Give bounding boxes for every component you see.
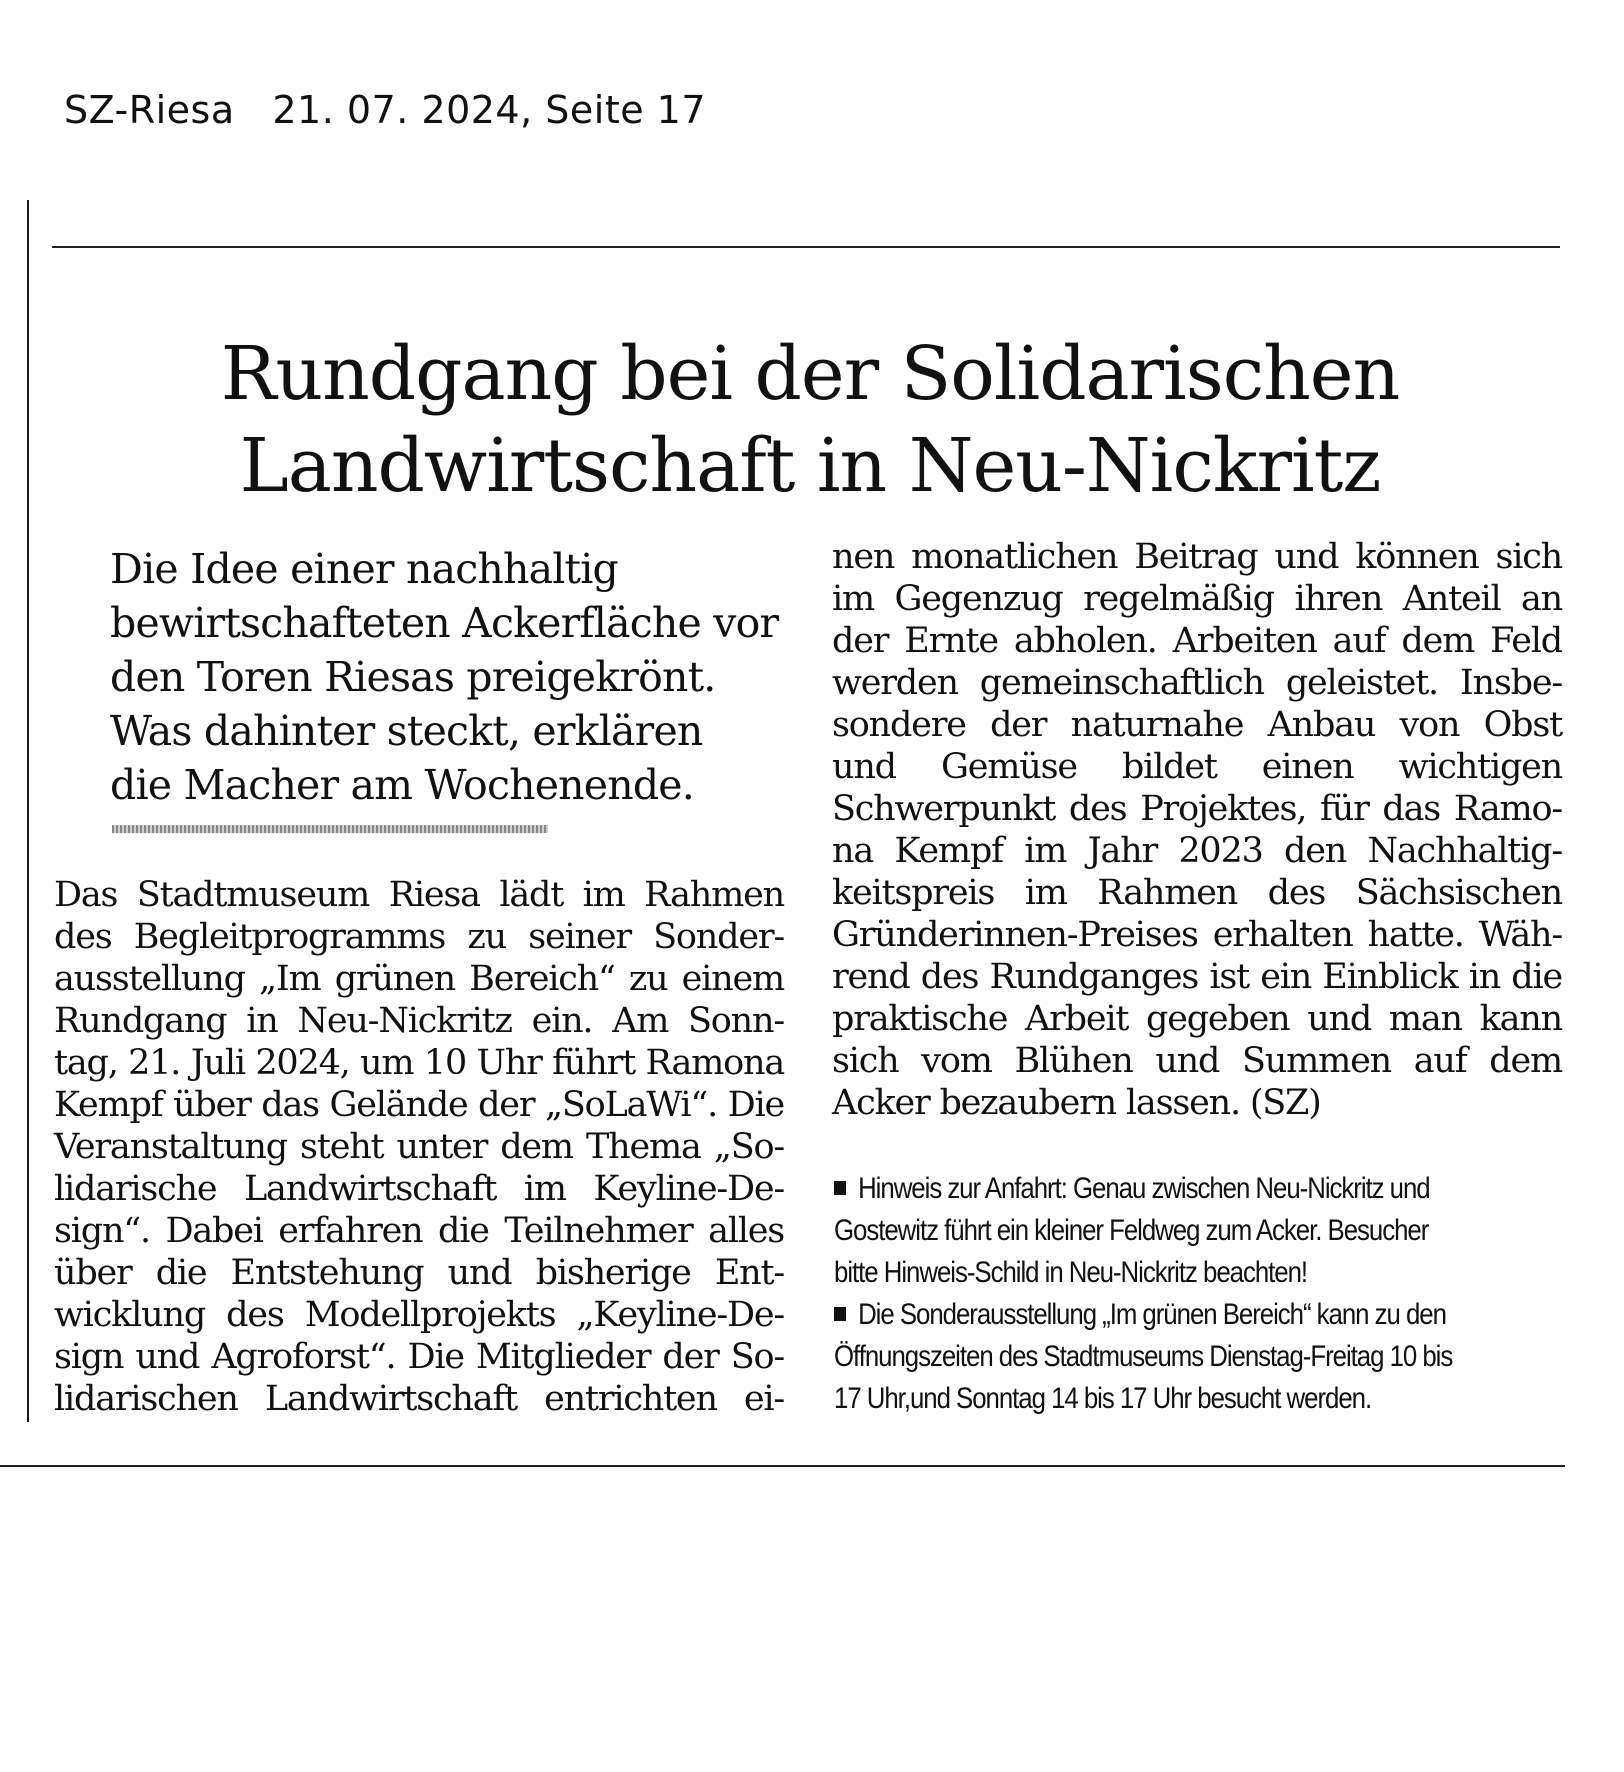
body-line: werden gemeinschaftlich geleistet. Insbe- bbox=[832, 663, 1562, 703]
body-line: Gründerinnen-Preises erhalten hatte. Wäh- bbox=[832, 915, 1562, 955]
body-column-right bbox=[832, 536, 1562, 1124]
body-column-left bbox=[54, 874, 784, 1420]
note-text: Hinweis zur Anfahrt: Genau zwischen Neu-Nickritz und bbox=[858, 1172, 1430, 1205]
publication-name: SZ-Riesa bbox=[64, 88, 235, 132]
teaser-line: den Toren Riesas preigekrönt. bbox=[110, 653, 716, 701]
body-line: über die Entstehung und bisherige Ent- bbox=[54, 1253, 784, 1293]
headline bbox=[120, 328, 1500, 512]
body-line: und Gemüse bildet einen wichtigen bbox=[832, 747, 1562, 787]
info-notes bbox=[834, 1168, 1462, 1420]
body-line: der Ernte abholen. Arbeiten auf dem Feld bbox=[832, 621, 1562, 661]
teaser-line: die Macher am Wochenende. bbox=[110, 761, 694, 809]
bullet-square-icon bbox=[834, 1181, 846, 1195]
teaser-line: bewirtschafteten Ackerfläche vor bbox=[110, 599, 779, 647]
body-line: sondere der naturnahe Anbau von Obst bbox=[832, 705, 1562, 745]
top-rule bbox=[52, 246, 1560, 248]
body-line: sich vom Blühen und Summen auf dem bbox=[832, 1041, 1562, 1081]
source-line bbox=[64, 88, 706, 132]
body-line: im Gegenzug regelmäßig ihren Anteil an bbox=[832, 579, 1562, 619]
body-line: sign“. Dabei erfahren die Teilnehmer alles bbox=[54, 1211, 784, 1251]
teaser bbox=[110, 542, 800, 812]
body-line: Kempf über das Gelände der „SoLaWi“. Die bbox=[54, 1085, 784, 1125]
note-line: 17 Uhr,und Sonntag 14 bis 17 Uhr besucht werden. bbox=[834, 1382, 1372, 1415]
headline-line: Landwirtschaft in Neu-Nickritz bbox=[239, 423, 1381, 509]
body-line: Veranstaltung steht unter dem Thema „So- bbox=[54, 1127, 784, 1167]
body-line: rend des Rundganges ist ein Einblick in die bbox=[832, 957, 1562, 997]
body-line: lidarische Landwirtschaft im Keyline-De- bbox=[54, 1169, 784, 1209]
body-line: praktische Arbeit gegeben und man kann bbox=[832, 999, 1562, 1039]
bottom-rule bbox=[0, 1465, 1565, 1467]
note-text: Die Sonderausstellung „Im grünen Bereich“ kann zu den bbox=[858, 1298, 1446, 1331]
body-line: Rundgang in Neu-Nickritz ein. Am Sonn- bbox=[54, 1001, 784, 1041]
body-line: lidarischen Landwirtschaft entrichten ei- bbox=[54, 1379, 784, 1419]
body-line: na Kempf im Jahr 2023 den Nachhaltig- bbox=[832, 831, 1562, 871]
note-line bbox=[834, 1294, 1565, 1336]
note-line: Öffnungszeiten des Stadtmuseums Dienstag-Freitag 10 bis bbox=[834, 1340, 1453, 1373]
body-line: keitspreis im Rahmen des Sächsischen bbox=[832, 873, 1562, 913]
body-line: tag, 21. Juli 2024, um 10 Uhr führt Ramona bbox=[54, 1043, 784, 1083]
body-line: Acker bezaubern lassen. (SZ) bbox=[832, 1083, 1321, 1123]
teaser-line: Was dahinter steckt, erklären bbox=[110, 707, 703, 755]
left-column-rule bbox=[27, 200, 29, 1422]
body-line: wicklung des Modellprojekts „Keyline-De- bbox=[54, 1295, 784, 1335]
body-line: nen monatlichen Beitrag und können sich bbox=[832, 537, 1562, 577]
teaser-divider bbox=[112, 825, 548, 833]
bullet-square-icon bbox=[834, 1307, 846, 1321]
headline-line: Rundgang bei der Solidarischen bbox=[220, 331, 1400, 417]
body-line: ausstellung „Im grünen Bereich“ zu einem bbox=[54, 959, 784, 999]
body-line: des Begleitprogramms zu seiner Sonder- bbox=[54, 917, 784, 957]
body-line: sign und Agroforst“. Die Mitglieder der So- bbox=[54, 1337, 784, 1377]
body-line: Schwerpunkt des Projektes, für das Ramo- bbox=[832, 789, 1562, 829]
note-line: bitte Hinweis-Schild in Neu-Nickritz beachten! bbox=[834, 1256, 1308, 1289]
publication-date: 21. 07. 2024, Seite 17 bbox=[272, 88, 707, 132]
body-line: Das Stadtmuseum Riesa lädt im Rahmen bbox=[54, 875, 784, 915]
teaser-line: Die Idee einer nachhaltig bbox=[110, 545, 618, 593]
note-line bbox=[834, 1168, 1565, 1210]
note-line: Gostewitz führt ein kleiner Feldweg zum Acker. Besucher bbox=[834, 1214, 1429, 1247]
